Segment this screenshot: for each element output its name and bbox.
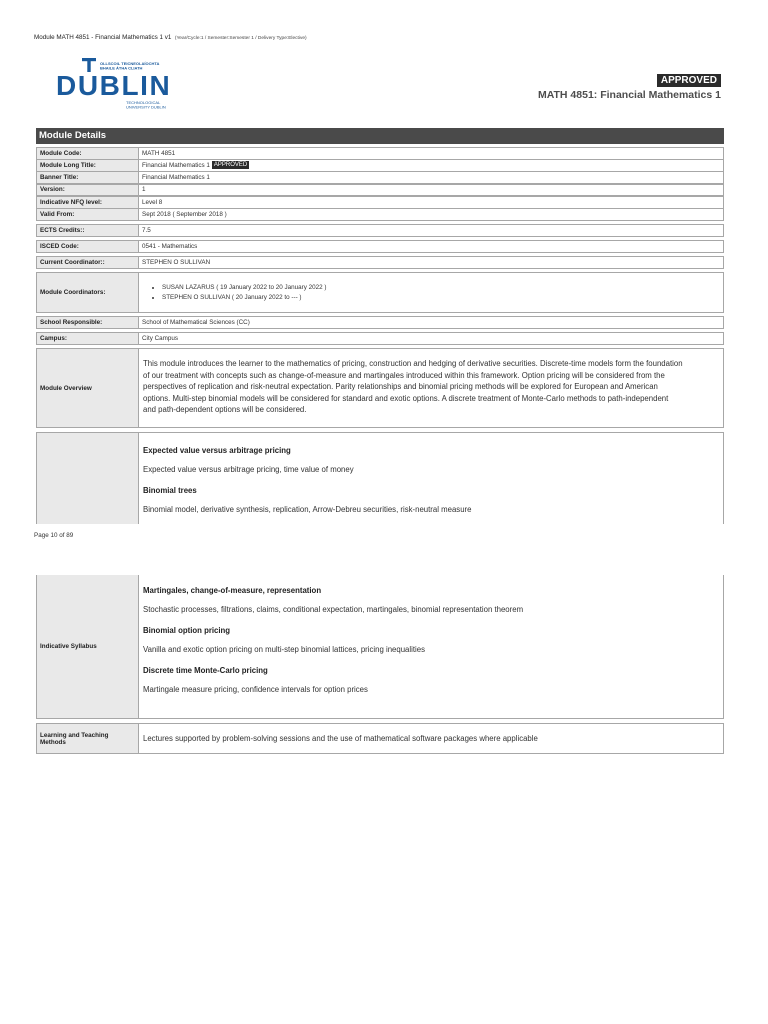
label: Module Long Title:	[37, 160, 139, 171]
label: School Responsible:	[37, 317, 139, 328]
syllabus-text: Expected value versus arbitrage pricing, time value of money	[143, 465, 354, 474]
overview-line: of our treatment with concepts such as change-of-measure and martingales introduced within this framework. Option pricing will be considered from the	[143, 370, 665, 380]
inline-approved-badge: APPROVED	[213, 162, 248, 169]
value	[139, 575, 723, 718]
value	[139, 349, 723, 427]
label: Current Coordinator::	[37, 257, 139, 268]
syllabus-text: Vanilla and exotic option pricing on multi-step binomial lattices, pricing inequalities	[143, 645, 425, 654]
value: Sept 2018 ( September 2018 )	[142, 210, 227, 218]
label: Indicative Syllabus	[37, 575, 139, 718]
value: 1	[142, 186, 146, 194]
value: STEPHEN O SULLIVAN	[142, 259, 211, 266]
label: Indicative NFQ level:	[37, 197, 139, 208]
syllabus-heading: Expected value versus arbitrage pricing	[143, 446, 291, 455]
value	[139, 433, 723, 524]
label: Campus:	[37, 333, 139, 344]
row-banner-title	[36, 171, 724, 184]
syllabus-heading: Binomial trees	[143, 486, 197, 495]
coordinator-list	[142, 283, 327, 303]
row-ects-credits	[36, 224, 724, 237]
row-nfq-level	[36, 196, 724, 209]
svg-text:UNIVERSITY DUBLIN: UNIVERSITY DUBLIN	[126, 104, 166, 110]
page-number: Page 10 of 89	[34, 532, 74, 539]
row-module-code	[36, 147, 724, 160]
tu-dublin-logo	[56, 57, 181, 113]
value: School of Mathematical Sciences (CC)	[142, 319, 250, 326]
value: Level 8	[142, 198, 163, 206]
module-heading: MATH 4851: Financial Mathematics 1	[537, 89, 721, 101]
label: Module Code:	[37, 148, 139, 159]
syllabus-heading: Martingales, change-of-measure, representation	[143, 586, 322, 595]
svg-text:OLLSCOIL TEICNEOLAÍOCHTA: OLLSCOIL TEICNEOLAÍOCHTA	[100, 61, 160, 66]
value: MATH 4851	[142, 149, 176, 157]
row-current-coordinator	[36, 256, 724, 269]
row-module-overview	[36, 348, 724, 428]
value	[139, 273, 723, 312]
label: Version:	[37, 185, 139, 196]
row-syllabus-part1	[36, 432, 724, 524]
svg-text:BHAILE ÁTHA CLIATH: BHAILE ÁTHA CLIATH	[100, 65, 143, 71]
syllabus-heading: Binomial option pricing	[143, 626, 231, 635]
row-school-responsible	[36, 316, 724, 329]
row-indicative-syllabus	[36, 575, 724, 719]
overview-line: This module introduces the learner to the mathematics of pricing, construction and hedging of derivative securities. Discrete-time models form the foundation	[143, 359, 683, 368]
syllabus-heading: Discrete time Monte-Carlo pricing	[143, 666, 268, 675]
svg-text:TECHNOLOGICAL: TECHNOLOGICAL	[126, 100, 161, 105]
document-header	[34, 34, 307, 41]
syllabus-text: Martingale measure pricing, confidence intervals for option prices	[143, 685, 368, 694]
row-campus	[36, 332, 724, 345]
label	[37, 433, 139, 524]
list-item: • STEPHEN O SULLIVAN ( 20 January 2022 to --- )	[162, 293, 327, 303]
svg-text:DUBLIN: DUBLIN	[56, 70, 172, 101]
section-title-module-details: Module Details	[36, 128, 724, 144]
label: Module Coordinators:	[37, 273, 139, 312]
syllabus-text: Stochastic processes, filtrations, claims, conditional expectation, martingales, binomial representation theorem	[143, 605, 524, 614]
header-meta: (Year/Cycle:1 / Semester:Semester 1 / Delivery Type:Elective)	[174, 36, 307, 41]
long-title-text: Financial Mathematics 1	[142, 161, 210, 169]
value: 7.5	[142, 227, 151, 234]
list-item: • SUSAN LAZARUS ( 19 January 2022 to 20 January 2022 )	[162, 283, 327, 293]
value: City Campus	[142, 335, 179, 342]
overview-text	[139, 349, 687, 416]
row-long-title	[36, 159, 724, 172]
overview-line: perspectives of replication and risk-neutral expectation. Parity relationships and binomial pricing methods will be explored for European and American	[143, 382, 658, 392]
value: Lectures supported by problem-solving sessions and the use of mathematical software packages where applicable	[143, 734, 538, 743]
row-learning-teaching-methods	[36, 723, 724, 754]
value: 0541 - Mathematics	[142, 243, 198, 250]
label: Learning and Teaching Methods	[37, 724, 139, 753]
row-module-coordinators	[36, 272, 724, 313]
value	[139, 160, 723, 171]
overview-line: options. Multi-step binomial models will be considered for standard and exotic options. A discrete treatment of Monte-Carlo methods to path-independent	[143, 393, 669, 403]
label: ECTS Credits::	[37, 225, 139, 236]
row-version	[36, 184, 724, 197]
syllabus-block	[139, 433, 476, 524]
overview-line: and path-dependent options will be considered.	[143, 405, 307, 415]
label: Banner Title:	[37, 172, 139, 183]
label: Valid From:	[37, 209, 139, 220]
approved-badge: APPROVED	[657, 74, 721, 87]
header-text: Module MATH 4851 - Financial Mathematics 1 v1	[34, 34, 172, 41]
label: ISCED Code:	[37, 241, 139, 252]
row-isced-code	[36, 240, 724, 253]
syllabus-text: Binomial model, derivative synthesis, replication, Arrow-Debreu securities, risk-neutral measure	[143, 505, 472, 514]
syllabus-block	[139, 575, 528, 706]
row-valid-from	[36, 208, 724, 221]
label: Module Overview	[37, 349, 139, 427]
value: Financial Mathematics 1	[142, 173, 210, 181]
